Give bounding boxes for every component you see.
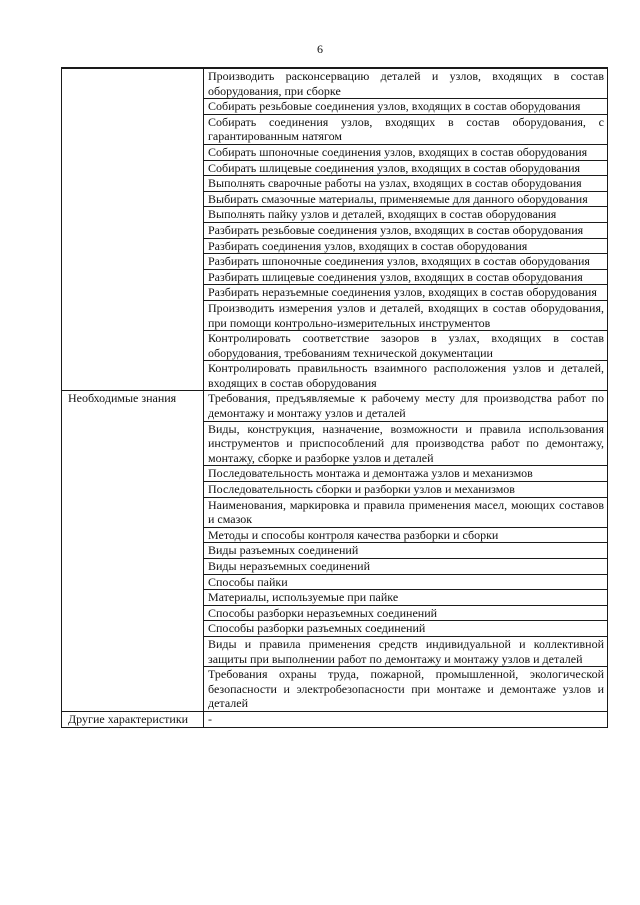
section-item: Разбирать неразъемные соединения узлов, входящих в состав оборудования (204, 285, 608, 301)
section-item: Материалы, используемые при пайке (204, 590, 608, 606)
section-item: Разбирать шпоночные соединения узлов, входящих в состав оборудования (204, 254, 608, 270)
section-item: Разбирать шлицевые соединения узлов, входящих в состав оборудования (204, 269, 608, 285)
section-item: Виды разъемных соединений (204, 543, 608, 559)
section-item: Выбирать смазочные материалы, применяемые для данного оборудования (204, 191, 608, 207)
section-item: - (204, 711, 608, 727)
section-item: Контролировать правильность взаимного расположения узлов и деталей, входящих в состав оборудования (204, 361, 608, 391)
page-number: 6 (317, 42, 323, 56)
section-label-cell (62, 68, 204, 391)
section-item: Производить измерения узлов и деталей, входящих в состав оборудования, при помощи контрольно-измерительных инструментов (204, 300, 608, 330)
section-item: Собирать резьбовые соединения узлов, входящих в состав оборудования (204, 99, 608, 115)
section-item: Виды и правила применения средств индивидуальной и коллективной защиты при выполнении работ по демонтажу и монтажу узлов и деталей (204, 636, 608, 666)
section-item: Способы пайки (204, 574, 608, 590)
qualification-table-body (62, 68, 608, 727)
section-item: Последовательность сборки и разборки узлов и механизмов (204, 482, 608, 498)
section-item: Способы разборки разъемных соединений (204, 621, 608, 637)
section-label: Другие характеристики (68, 711, 189, 726)
section-item: Собирать шпоночные соединения узлов, входящих в состав оборудования (204, 144, 608, 160)
section-item: Виды, конструкция, назначение, возможности и правила использования инструментов и приспособлений для производства работ по демонтажу, монтажу, сборке и разборке узлов и деталей (204, 421, 608, 466)
qualification-table (61, 67, 608, 728)
section-item: Собирать соединения узлов, входящих в состав оборудования, с гарантированным натягом (204, 114, 608, 144)
section-item: Методы и способы контроля качества разборки и сборки (204, 527, 608, 543)
section-item: Разбирать соединения узлов, входящих в состав оборудования (204, 238, 608, 254)
section-item: Требования, предъявляемые к рабочему месту для производства работ по демонтажу и монтажу узлов и деталей (204, 391, 608, 421)
section-label: Необходимые знания (68, 391, 177, 406)
table-row (62, 391, 608, 421)
section-label-cell (62, 711, 204, 727)
section-item: Разбирать резьбовые соединения узлов, входящих в состав оборудования (204, 222, 608, 238)
section-item: Производить расконсервацию деталей и узлов, входящих в состав оборудования, при сборке (204, 68, 608, 99)
section-item: Последовательность монтажа и демонтажа узлов и механизмов (204, 466, 608, 482)
section-item: Собирать шлицевые соединения узлов, входящих в состав оборудования (204, 160, 608, 176)
section-item: Выполнять сварочные работы на узлах, входящих в состав оборудования (204, 176, 608, 192)
section-item: Виды неразъемных соединений (204, 559, 608, 575)
section-item: Способы разборки неразъемных соединений (204, 605, 608, 621)
section-item: Требования охраны труда, пожарной, промышленной, экологической безопасности и электробезопасности при монтаже и демонтаже узлов и деталей (204, 667, 608, 712)
section-item: Контролировать соответствие зазоров в узлах, входящих в состав оборудования, требованиям технической документации (204, 331, 608, 361)
section-item: Наименования, маркировка и правила применения масел, моющих составов и смазок (204, 497, 608, 527)
section-label-cell (62, 391, 204, 711)
table-row (62, 68, 608, 99)
table-row (62, 711, 608, 727)
section-item: Выполнять пайку узлов и деталей, входящих в состав оборудования (204, 207, 608, 223)
